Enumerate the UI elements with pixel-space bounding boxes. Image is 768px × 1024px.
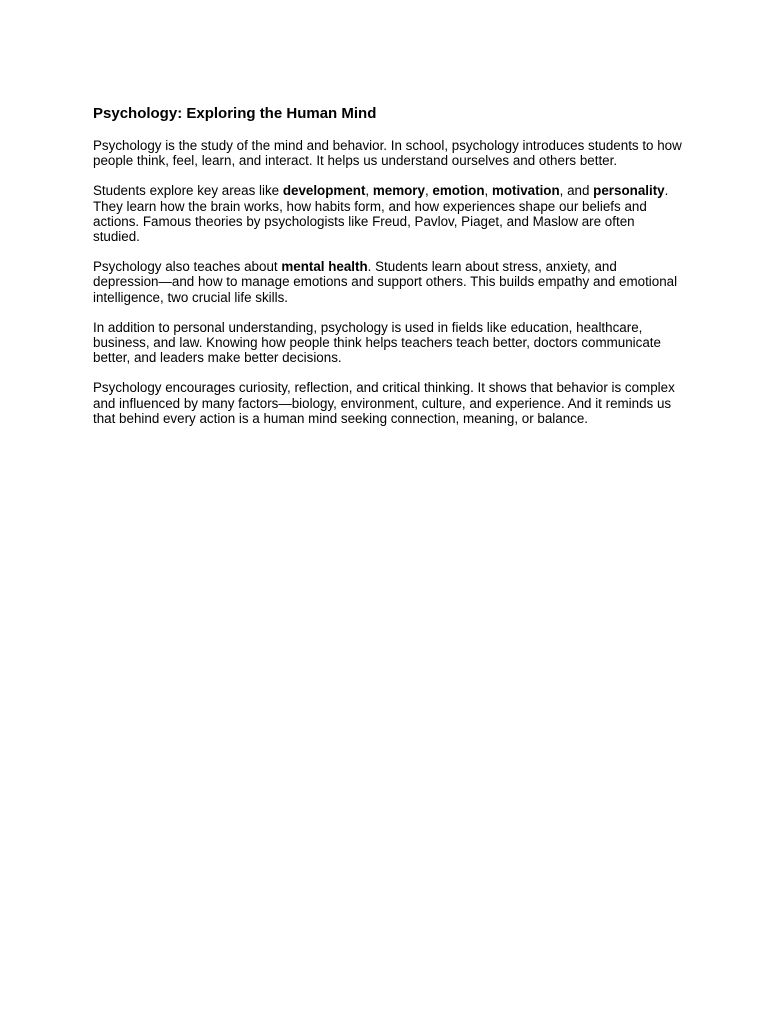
bold-term-mental-health: mental health (281, 259, 368, 275)
paragraph-key-areas (93, 183, 683, 244)
document-page (93, 104, 683, 441)
paragraph-intro (93, 138, 683, 168)
document-title: Psychology: Exploring the Human Mind (93, 105, 377, 122)
text-segment: , and (559, 183, 594, 199)
paragraph-mental-health (93, 259, 683, 305)
paragraph-conclusion (93, 380, 683, 426)
text-segment: Students explore key areas like (93, 183, 283, 199)
text-segment: , (424, 183, 433, 199)
bold-term-emotion: emotion (432, 183, 485, 199)
text-segment: Psychology also teaches about (93, 259, 282, 275)
bold-term-memory: memory (372, 183, 425, 199)
text-segment: In addition to personal understanding, psychology is used in fields like education, healthcare, business, and law. Knowing how people think helps teachers teach better, doctors communicate better, and leaders make better decisions. (93, 319, 661, 366)
bold-term-development: development (282, 183, 366, 199)
bold-term-personality: personality (593, 183, 665, 199)
text-segment: Psychology is the study of the mind and behavior. In school, psychology introduces students to how people think, feel, learn, and interact. It helps us understand ourselves and others better. (93, 138, 682, 169)
text-segment: . They learn how the brain works, how habits form, and how experiences shape our beliefs and actions. Famous theories by psychologists like Freud, Pavlov, Piaget, and Maslow are often studied. (93, 183, 669, 245)
paragraph-applications (93, 320, 683, 366)
text-segment: Psychology encourages curiosity, reflection, and critical thinking. It shows that behavior is complex and influenced by many factors—biology, environment, culture, and experience. And it reminds us that behind every action is a human mind seeking connection, meaning, or balance. (93, 380, 675, 426)
text-segment: , (484, 183, 492, 199)
bold-term-motivation: motivation (491, 183, 560, 199)
text-segment: , (365, 183, 373, 199)
text-segment: . Students learn about stress, anxiety, and depression—and how to manage emotions and support others. This builds empathy and emotional intelligence, two crucial life skills. (93, 259, 678, 305)
